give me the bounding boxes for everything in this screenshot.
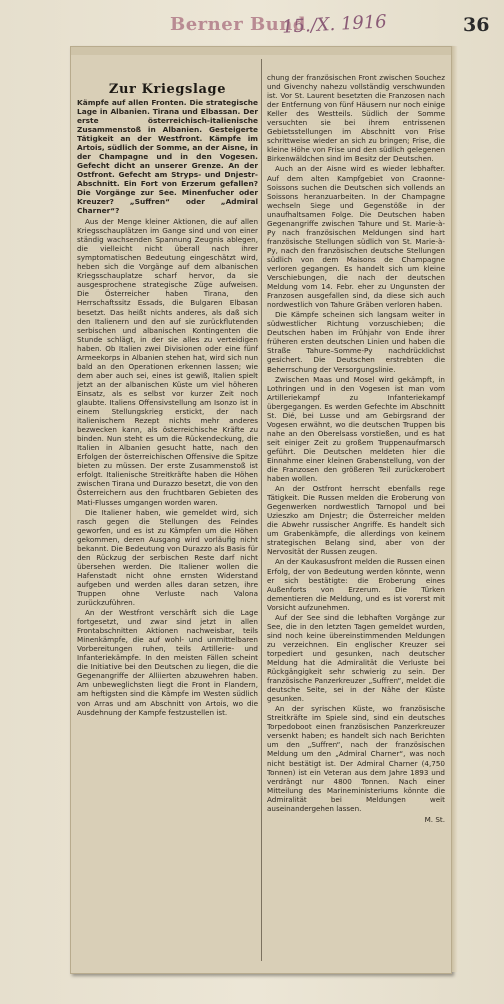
handwritten-date: 15./X. 1916 bbox=[281, 11, 388, 38]
article-paragraph: Auch an der Aisne wird es wieder lebhafter. Auf dem alten Kampfgebiet von Craonne-Soissons suchen die Deutschen sich vollends an Soissons heranzuarbeiten. In der Champagne wechseln Siege und Gegenstöße in der unaufhaltsamen Folge. Die Deutschen haben Gegenangriffe zwischen Tahure und St. Marie-à-Py nach französischen Meldungen sind hart französische Stellungen südlich von St. Marie-à-Py, nach den französischen deutsche Stellungen südlich von dem Maisons de Champagne verloren gegangen. Es handelt sich um kleine Verschiebungen, die nach der deutschen Meldung vom 14. Febr. eher zu Ungunsten der Franzosen ausgefallen sind, da diese sich auch nordwestlich von Tahure Gräben verloren haben. bbox=[267, 164, 445, 310]
article-title: Zur Kriegslage bbox=[108, 82, 227, 97]
article-paragraph: Auf der See sind die lebhaften Vorgänge zur See, die in den letzten Tagen gemeldet wurden, sind noch keine übereinstimmenden Meldungen zu verzeichnen. Ein englischer Kreuzer sei torpediert und gesunken, nach deutscher Meldung hat die Admiralität die Verluste bei Rückgängigkeit sehr schwierig zu sein. Der französische Panzerkreuzer „Suffren“, meldet die deutsche Seite, sei in der Nähe der Küste gesunken. bbox=[267, 612, 445, 704]
article-paragraph: chung der französischen Front zwischen Souchez und Givenchy nahezu vollständig verschwunden ist. Vor St. Laurent besetzten die Franzosen nach der Entfernung von fünf Häusern nur noch einige Keller des Westteils. Südlich der Somme versuchten sie bei ihrem entrissenen Gebietsstellungen im Abschnitt von Frise schrittweise wieder an sich zu bringen; Frise, die kleine Höhe von Frise und den südlich gelegenen Birkenwäldchen sind im Besitz der Deutschen. bbox=[267, 73, 445, 164]
column-divider bbox=[261, 59, 262, 961]
article-paragraph: An der Kaukasusfront melden die Russen einen Erfolg, der von Bedeutung werden könnte, wenn er sich bestätigte: die Eroberung eines Außenforts von Erzerum. Die Türken dementieren die Meldung, und es ist vorerst mit Vorsicht aufzunehmen. bbox=[267, 557, 445, 612]
article-subhead: Kämpfe auf allen Fronten. Die strategische Lage in Albanien. Tirana und Elbassan. Der erste österreichisch-italienische Zusammenstoß in Albanien. Gesteigerte Tätigkeit an der Westfront. Kämpfe im Artois, südlich der Somme, an der Aisne, in der Champagne und in den Vogesen. Gefecht dicht an unserer Grenze. An der Ostfront. Gefecht am Stryps- und Dnjestr-Abschnitt. Ein Fort von Erzerum gefallen? Die Vorgänge zur See. Minenfucher oder Kreuzer? „Suffren“ oder „Admiral Charner“? bbox=[77, 98, 258, 216]
newspaper-stamp: Berner Bund bbox=[170, 14, 306, 35]
article-paragraph: Die Italiener haben, wie gemeldet wird, sich rasch gegen die Stellungen des Feindes geworfen, und es ist zu Kämpfen um die Höhen gekommen, deren Ausgang wird vorläufig nicht bekannt. Die Bedeutung von Durazzo als Basis für den Rückzug der serbischen Reste darf nicht übersehen werden. Die Italiener wollen die Hafenstadt nicht ohne ernsten Widerstand aufgeben und werden alles daran setzen, ihre Truppen ohne Verluste nach Valona zurückzuführen. bbox=[77, 507, 258, 608]
page-number: 36 bbox=[463, 14, 490, 36]
article-paragraph: An der Ostfront herrscht ebenfalls rege Tätigkeit. Die Russen melden die Eroberung von Gegenwerken nordwestlich Tarnopol und bei Uzieszko am Dnjestr; die Österreicher melden die Abwehr russischer Angriffe. Es handelt sich um Grabenkämpfe, die allerdings von keinem strategischen Belang sind, aber von der Nervosität der Russen zeugen. bbox=[267, 484, 445, 557]
article-paragraph: Die Kämpfe scheinen sich langsam weiter in südwestlicher Richtung vorzuschieben; die Deutschen haben im Frühjahr von Ende ihrer früheren ersten deutschen Linien und haben die Straße Tahure–Somme-Py nachdrücklichst gesichert. Die Deutschen erstrebten die Beherrschung der Versorgungslinie. bbox=[267, 310, 445, 374]
article-column-right bbox=[267, 73, 445, 973]
article-paragraph: An der Westfront verschärft sich die Lage fortgesetzt, und zwar sind jetzt in allen Frontabschnitten Aktionen nachweisbar, teils Minenkämpfe, die auf wohl- und unmittelbaren Vorbereitungen ruhen, teils Artillerie- und Infanteriekämpfe. In den meisten Fällen scheint die Initiative bei den Deutschen zu liegen, die die Gegenangriffe der Alliierten abzuwehren haben. Am unbeweglichsten liegt die Front in Flandern, am heftigsten sind die Kämpfe im Westen südlich von Arras und am Abschnitt von Artois, wo die Ausdehnung der Kampfe festzustellen ist. bbox=[77, 608, 258, 717]
clipping-top-edge bbox=[71, 47, 451, 55]
clipping-shadow-edge bbox=[452, 46, 458, 972]
newspaper-clipping bbox=[70, 46, 452, 974]
article-signature: M. St. bbox=[424, 814, 445, 824]
article-column-left bbox=[77, 57, 258, 973]
article-paragraph: Aus der Menge kleiner Aktionen, die auf allen Kriegsschauplätzen im Gange sind und von einer ständig wachsenden Spannung Zeugnis ablegen, die vielleicht nicht überall nach ihrer symptomatischen Bedeutung eingeschätzt wird, heben sich die Vorgänge auf dem albanischen Kriegsschauplatze scharf hervor, da sie ausgesprochene strategische Züge aufweisen. Die Österreicher haben Tirana, den Herrschaftssitz Essads, die Bulgaren Elbasan besetzt. Das heißt nichts anderes, als daß sich den Italienern und den auf sie zurückflutenden serbischen und albanischen Kontingenten die Stunde schlägt, in der sie alles zu verteidigen haben. Ob Italien zwei Divisionen oder eine fünf Armeekorps in Albanien stehen hat, wird sich nun bald an den Operationen erkennen lassen; wie dem aber auch sei, eines ist gewiß, Italien spielt jetzt an der albanischen Küste um viel höheren Einsatz, als es selbst vor kurzer Zeit noch glaubte. Italiens Offensivstellung am Isonzo ist in einem Stellungskrieg erstickt, der nach italienischem Rezept nichts mehr anderes bezwecken kann, als österreichische Kräfte zu binden. Nun steht es um die Rückendeckung, die Italien in Albanien gesucht hatte, nach den Erfolgen der österreichischen Offensive die Spitze bieten zu müssen. Der erste Zusammenstoß ist erfolgt. Italienische Streitkräfte haben die Höhen zwischen Tirana und Durazzo besetzt, die von den Österreichern aus den fruchtbaren Gebieten des Mati-Flusses umgangen worden waren. bbox=[77, 217, 258, 507]
article-paragraph: Zwischen Maas und Mosel wird gekämpft, in Lothringen und in den Vogesen ist man vom Artilleriekampf zu Infanteriekampf übergegangen. Es werden Gefechte im Abschnitt St. Dié, bei Lusse und am Gebirgsrand der Vogesen erwähnt, wo die deutschen Truppen bis nahe an den Oberelsass vorstießen, und es hat seit einiger Zeit zu großem Truppenaufmarsch geführt. Die Deutschen meldeten hier die Einnahme einer kleinen Grabenstellung, von der die Franzosen den größeren Teil zurückerobert haben wollen. bbox=[267, 374, 445, 484]
article-paragraph: An der syrischen Küste, wo französische Streitkräfte im Spiele sind, sind ein deutsches Torpedoboot einen französischen Panzerkreuzer versenkt haben; es handelt sich nach Berichten um den „Suffren“, nach der französischen Meldung um den „Admiral Charner“, was noch nicht bestätigt ist. Der Admiral Charner (4,750 Tonnen) ist ein Veteran aus dem Jahre 1893 und verdrängt nur 4800 Tonnen. Nach einer Mitteilung des Marineministeriums könnte die Admiralität bei Meldungen weit auseinandergehen lassen. bbox=[267, 704, 445, 813]
